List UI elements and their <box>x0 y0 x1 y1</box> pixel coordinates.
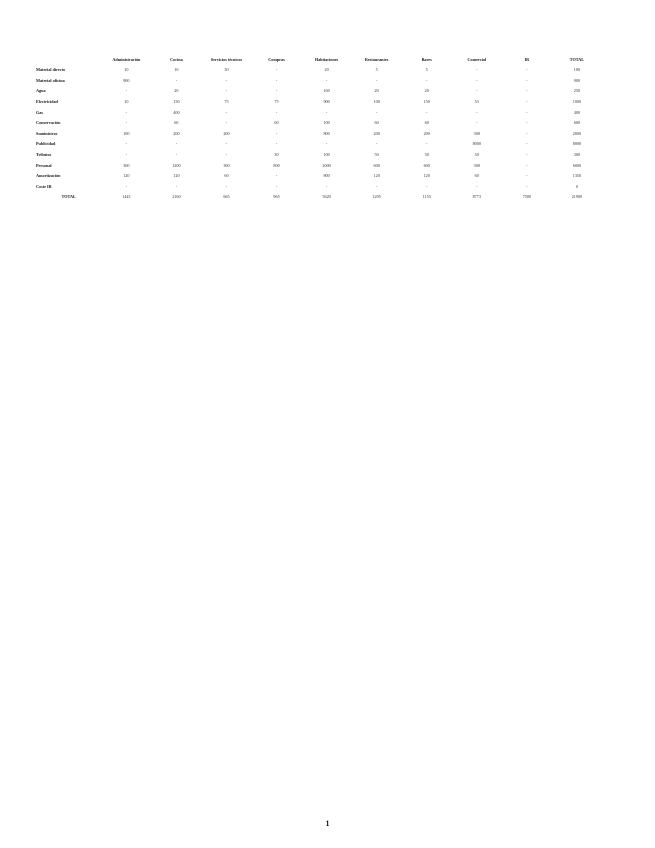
table-cell: 53 <box>474 98 479 104</box>
table-cell: 100 <box>123 130 130 136</box>
total-cell: 21900 <box>571 194 583 200</box>
total-cell: 1205 <box>372 194 381 200</box>
table-cell: 100 <box>373 98 380 104</box>
table-cell: 2000 <box>572 130 582 136</box>
table-cell: 400 <box>173 109 180 115</box>
row-label: Coste IR <box>36 183 52 189</box>
row-label: Material directo <box>36 67 66 73</box>
table-cell: 800 <box>323 173 330 179</box>
table-cell: - <box>275 173 278 179</box>
table-cell: - <box>275 130 278 136</box>
table-cell: 160 <box>323 88 330 94</box>
table-cell: 150 <box>423 98 430 104</box>
table-cell: 250 <box>573 88 581 94</box>
total-cell: 1155 <box>422 194 431 200</box>
table-cell: 200 <box>373 130 380 136</box>
table-row <box>36 182 602 193</box>
table-row <box>36 97 602 108</box>
table-cell: 900 <box>123 77 130 83</box>
total-cell: 8773 <box>472 194 481 200</box>
row-label: Suministros <box>36 130 58 136</box>
table-cell: 300 <box>473 162 480 168</box>
header-row <box>36 55 602 65</box>
table-cell: 50 <box>374 151 379 157</box>
table-cell: 120 <box>173 173 180 179</box>
table-cell: 300 <box>223 162 230 168</box>
column-header: Comercial <box>467 56 487 62</box>
table-cell: - <box>175 141 178 147</box>
column-header: Restaurantes <box>364 56 389 62</box>
row-label: Gas <box>36 109 43 115</box>
table-cell: 50 <box>424 151 429 157</box>
table-header <box>36 55 602 65</box>
column-header: Compras <box>268 56 285 62</box>
column-header: Administración <box>112 56 141 62</box>
table-cell: - <box>526 183 528 189</box>
table-cell: - <box>225 120 228 126</box>
table-cell: 300 <box>573 151 581 157</box>
table-cell: - <box>225 151 228 157</box>
table-row <box>36 171 602 182</box>
table-row <box>36 139 602 150</box>
table-cell: 400 <box>573 109 581 115</box>
table-row <box>36 86 602 97</box>
table-row <box>36 150 602 161</box>
table-cell: 120 <box>373 173 380 179</box>
table-cell: 20 <box>174 88 179 94</box>
table-cell: 30 <box>224 67 229 73</box>
table-cell: 0 <box>575 183 578 189</box>
table-cell: - <box>526 67 528 73</box>
table-cell: 600 <box>373 162 380 168</box>
table-cell: 5 <box>425 67 428 73</box>
table-cell: - <box>526 151 528 157</box>
table-row <box>36 76 602 87</box>
table-cell: 60 <box>474 173 479 179</box>
table-cell: - <box>325 77 328 83</box>
column-header: TOTAL <box>569 56 585 62</box>
table-cell: 75 <box>274 98 279 104</box>
table-cell: 30 <box>274 151 279 157</box>
table-cell: - <box>125 109 128 115</box>
table-cell: - <box>225 109 228 115</box>
row-label: Amortización <box>36 173 61 179</box>
table-row <box>36 65 602 76</box>
table-cell: 100 <box>323 120 330 126</box>
table-cell: - <box>526 109 528 115</box>
table-cell: 100 <box>573 67 581 73</box>
table-cell: - <box>125 151 128 157</box>
table-cell: - <box>325 183 328 189</box>
table-cell: - <box>476 67 478 73</box>
table-cell: - <box>175 77 178 83</box>
table-cell: - <box>375 141 378 147</box>
table-cell: 200 <box>223 130 230 136</box>
table-cell: - <box>175 183 178 189</box>
table-cell: - <box>225 77 228 83</box>
table-cell: - <box>275 88 278 94</box>
table-cell: - <box>325 141 328 147</box>
table-cell: - <box>275 77 278 83</box>
total-cell: 7500 <box>522 194 532 200</box>
table-cell: 50 <box>474 151 479 157</box>
table-cell: 60 <box>374 120 379 126</box>
table-cell: - <box>125 88 128 94</box>
table-cell: 150 <box>173 98 180 104</box>
table-cell: 800 <box>323 130 330 136</box>
table-cell: 10 <box>124 98 129 104</box>
row-label: Electricidad <box>36 98 58 104</box>
table-body <box>36 65 602 203</box>
column-header: Cocina <box>170 56 183 62</box>
table-cell: - <box>225 183 228 189</box>
table-cell: - <box>325 109 328 115</box>
table-cell: 900 <box>323 98 330 104</box>
table-cell: 5 <box>375 67 378 73</box>
column-header: Bares <box>421 56 432 62</box>
table-cell: 200 <box>173 130 180 136</box>
table-cell: - <box>526 130 528 136</box>
table-cell: 800 <box>273 162 280 168</box>
table-cell: - <box>526 162 528 168</box>
table-cell: 60 <box>224 173 229 179</box>
table-cell: - <box>375 77 378 83</box>
table-cell: 8000 <box>572 141 582 147</box>
table-cell: 20 <box>374 88 379 94</box>
table-cell: 20 <box>424 88 429 94</box>
table-cell: 6000 <box>572 162 582 168</box>
table-row <box>36 129 602 140</box>
table-cell: 600 <box>573 120 581 126</box>
table-cell: - <box>225 88 228 94</box>
table-cell: - <box>476 77 478 83</box>
table-cell: - <box>375 183 378 189</box>
total-label: TOTAL <box>61 194 76 200</box>
cost-distribution-table <box>36 55 602 203</box>
table-cell: 100 <box>323 151 330 157</box>
table-cell: 120 <box>123 173 130 179</box>
table-cell: 10 <box>124 67 129 73</box>
table-cell: 8000 <box>472 141 481 147</box>
table-cell: - <box>476 88 478 94</box>
row-label: Agua <box>36 88 46 94</box>
table-cell: - <box>175 151 178 157</box>
table-cell: - <box>426 77 428 83</box>
table-row <box>36 160 602 171</box>
table-cell: 10 <box>174 67 179 73</box>
table-cell: - <box>426 109 428 115</box>
row-label: Tributos <box>36 151 52 157</box>
table-cell: 60 <box>274 120 279 126</box>
table-cell: 300 <box>123 162 130 168</box>
table-cell: - <box>526 77 528 83</box>
total-cell: 2160 <box>172 194 181 200</box>
table-cell: - <box>476 109 478 115</box>
row-label: Publicidad <box>36 141 56 147</box>
table-cell: 300 <box>473 130 480 136</box>
table-cell: 75 <box>224 98 229 104</box>
table-cell: - <box>526 98 528 104</box>
table-cell: - <box>526 120 528 126</box>
page-number: 1 <box>325 819 330 828</box>
table-cell: 1200 <box>172 162 181 168</box>
total-row <box>36 192 602 203</box>
table-cell: 1000 <box>572 98 582 104</box>
table-cell: - <box>476 183 478 189</box>
table-cell: - <box>426 141 428 147</box>
table-cell: - <box>225 141 228 147</box>
table-cell: 900 <box>573 77 581 83</box>
table-cell: 1350 <box>572 173 582 179</box>
table-cell: 200 <box>423 130 430 136</box>
table-row <box>36 107 602 118</box>
total-cell: 665 <box>223 194 230 200</box>
total-cell: 965 <box>273 194 280 200</box>
header-cell-corner <box>36 55 101 65</box>
table-cell: - <box>275 109 278 115</box>
table-cell: - <box>426 183 428 189</box>
column-header: Servicios técnicos <box>210 56 243 62</box>
row-label: Personal <box>36 162 52 168</box>
table-cell: - <box>526 141 528 147</box>
total-cell: 1443 <box>122 194 131 200</box>
total-cell: 5620 <box>322 194 331 200</box>
table-cell: 600 <box>423 162 430 168</box>
table-cell: - <box>125 141 128 147</box>
table-cell: - <box>526 173 528 179</box>
table-cell: 60 <box>174 120 179 126</box>
table-cell: - <box>375 109 378 115</box>
table-cell: 20 <box>324 67 329 73</box>
row-label: Material oficina <box>36 77 65 83</box>
table-row <box>36 118 602 129</box>
column-header: IR <box>524 56 530 62</box>
table-cell: 120 <box>423 173 430 179</box>
table-cell: 60 <box>424 120 429 126</box>
table-cell: - <box>526 88 528 94</box>
table-cell: - <box>476 120 478 126</box>
row-label: Conservación <box>36 120 61 126</box>
table-cell: - <box>275 67 278 73</box>
table-cell: 2000 <box>322 162 331 168</box>
table-cell: - <box>125 183 128 189</box>
table-cell: - <box>125 120 128 126</box>
table-cell: - <box>275 183 278 189</box>
table-cell: - <box>275 141 278 147</box>
column-header: Habitaciones <box>314 56 339 62</box>
